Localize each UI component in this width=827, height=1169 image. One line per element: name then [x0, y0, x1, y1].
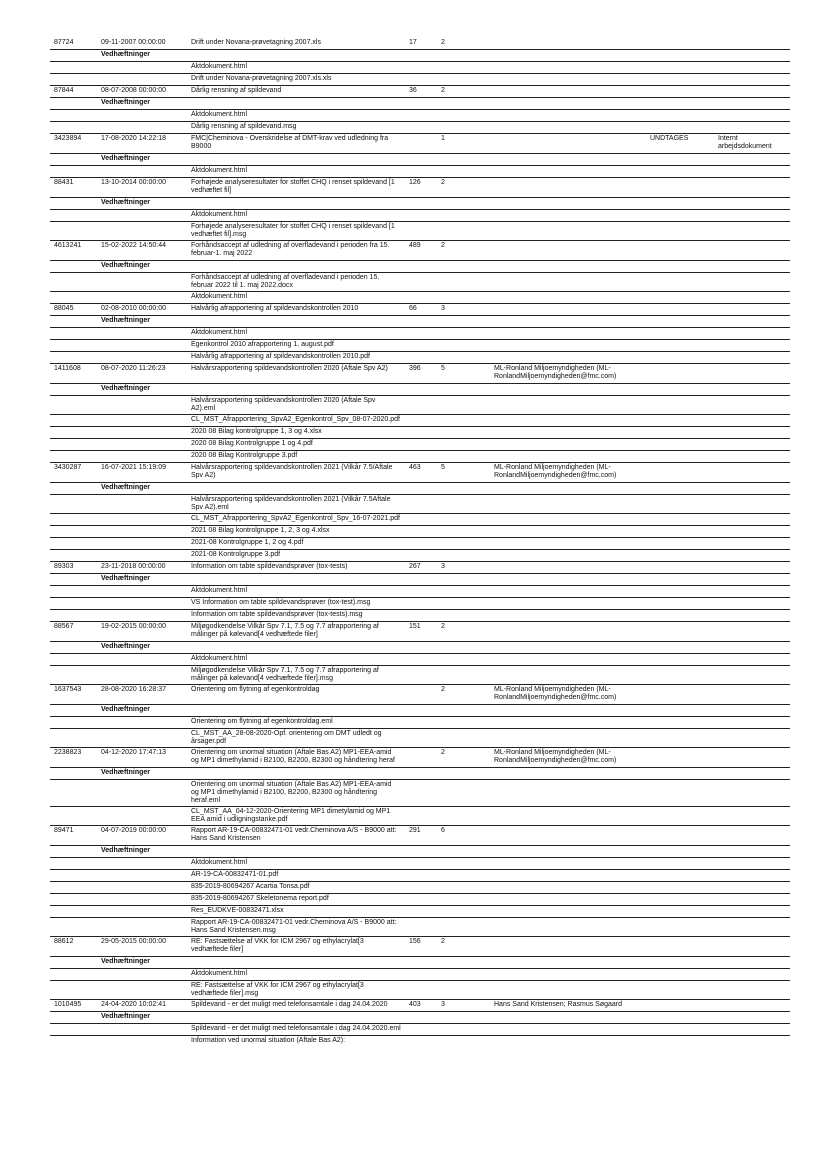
record-title: RE: Fastsættelse af VKK for ICM 2967 og ethylacrylat[3 vedhæftede filer] — [191, 938, 364, 953]
record-party: Hans Sand Kristensen; Rasmus Søgaard — [494, 1001, 623, 1008]
record-id: 88431 — [54, 179, 74, 186]
record-id: 1637543 — [54, 686, 82, 693]
attachment-name: 2021-08 Kontrolgruppe 3.pdf — [191, 551, 281, 558]
attachments-header — [50, 573, 790, 585]
attachment-name: Aktdokument.html — [191, 63, 248, 70]
attachment-name: Drift under Novana-prøvetagning 2007.xls.xls — [191, 75, 332, 82]
attachment-name: Aktdokument.html — [191, 167, 248, 174]
record-count: 3 — [441, 1001, 445, 1008]
record-count: 3 — [441, 305, 445, 312]
record-id: 87724 — [54, 39, 74, 46]
attachment-item — [50, 779, 790, 806]
record-row — [50, 177, 790, 197]
record-date: 08-07-2008 00:00:00 — [101, 87, 166, 94]
attachment-name: Aktdokument.html — [191, 293, 248, 300]
record-party: ML-Ronland Miljoemyndigheden (ML-RonlandMiljoemyndigheden@fmc.com) — [494, 749, 617, 764]
record-row — [50, 85, 790, 97]
attachment-name: Spildevand - er det muligt med telefonsamtale i dag 24.04.2020.eml — [191, 1025, 401, 1032]
attachment-item — [50, 494, 790, 513]
attachment-item — [50, 917, 790, 936]
attachments-header — [50, 482, 790, 494]
attachment-name: Aktdokument.html — [191, 211, 248, 218]
attachments-label: Vedhæftninger — [101, 262, 151, 269]
record-count: 2 — [441, 749, 445, 756]
attachment-item — [50, 450, 790, 462]
record-size: 489 — [409, 242, 421, 249]
record-count: 2 — [441, 938, 445, 945]
attachments-label: Vedhæftninger — [101, 1013, 151, 1020]
record-row — [50, 462, 790, 482]
attachment-name: Res_EUDKVE-00832471.xlsx — [191, 907, 284, 914]
record-size: 17 — [409, 39, 417, 46]
attachment-item — [50, 537, 790, 549]
record-count: 2 — [441, 623, 445, 630]
attachments-label: Vedhæftninger — [101, 155, 151, 162]
attachment-item — [50, 221, 790, 240]
attachment-name: Aktdokument.html — [191, 655, 248, 662]
attachment-item — [50, 857, 790, 869]
record-title: Forhøjede analyseresultater for stoffet CHQ i renset spildevand [1 vedhæftet fil] — [191, 179, 395, 194]
record-count: 2 — [441, 686, 445, 693]
attachments-header — [50, 153, 790, 165]
record-count: 3 — [441, 563, 445, 570]
attachment-item — [50, 869, 790, 881]
record-size: 151 — [409, 623, 421, 630]
attachment-item — [50, 881, 790, 893]
attachment-name: Information om tabte spildevandsprøver (tox-tests).msg — [191, 611, 363, 618]
record-date: 17-08-2020 14:22:18 — [101, 135, 166, 142]
record-note: Internt arbejdsdokument — [718, 135, 772, 150]
record-date: 24-04-2020 10:02:41 — [101, 1001, 166, 1008]
attachment-item — [50, 165, 790, 177]
record-title: Forhåndsaccept af udledning af overfladevand i perioden fra 15. februar-1. maj 2022 — [191, 242, 390, 257]
record-size: 66 — [409, 305, 417, 312]
attachment-name: VS Information om tabte spildevandsprøver (tox-test).msg — [191, 599, 371, 606]
attachment-item — [50, 665, 790, 684]
attachments-label: Vedhæftninger — [101, 99, 151, 106]
record-id: 88045 — [54, 305, 74, 312]
record-size: 156 — [409, 938, 421, 945]
attachments-label: Vedhæftninger — [101, 706, 151, 713]
record-id: 4613241 — [54, 242, 82, 249]
record-row — [50, 38, 790, 49]
attachments-header — [50, 97, 790, 109]
record-row — [50, 747, 790, 767]
attachment-name: 835-2019-80694267 Skeletonema report.pdf — [191, 895, 329, 902]
attachment-item — [50, 905, 790, 917]
record-row — [50, 561, 790, 573]
record-date: 15-02-2022 14:50:44 — [101, 242, 166, 249]
attachment-name: Forhøjede analyseresultater for stoffet CHQ i renset spildevand [1 vedhæftet fil].msg — [191, 223, 395, 238]
record-id: 3423894 — [54, 135, 82, 142]
record-size: 403 — [409, 1001, 421, 1008]
record-title: Dårlig rensning af spildevand — [191, 87, 282, 94]
attachment-name: Egenkontrol 2010 afrapportering 1. august.pdf — [191, 341, 334, 348]
record-title: Spildevand - er det muligt med telefonsamtale i dag 24.04.2020 — [191, 1001, 388, 1008]
attachment-name: Aktdokument.html — [191, 111, 248, 118]
attachments-label: Vedhæftninger — [101, 847, 151, 854]
attachment-name: CL_MST_AA_28-08-2020-Opf. orientering om DMT udledt og årsager.pdf — [191, 730, 382, 745]
record-title: Halvårlig afrapportering af spildevandskontrollen 2010 — [191, 305, 359, 312]
attachment-name: Orientering om flytning af egenkontroldag.eml — [191, 718, 333, 725]
attachment-item — [50, 209, 790, 221]
record-id: 3430287 — [54, 464, 82, 471]
record-count: 5 — [441, 365, 445, 372]
record-title: Rapport AR-19-CA-00832471-01 vedr.Cheminova A/S - B9000 att: Hans Sand Kristensen — [191, 827, 397, 842]
attachment-name: Halvårsrapportering spildevandskontrollen 2021 (Vilkår 7.5Aftale Spv A2).eml — [191, 496, 391, 511]
attachment-item — [50, 1035, 790, 1047]
attachments-label: Vedhæftninger — [101, 51, 151, 58]
attachments-header — [50, 197, 790, 209]
record-date: 16-07-2021 15:19:09 — [101, 464, 166, 471]
record-id: 88612 — [54, 938, 74, 945]
attachments-header — [50, 49, 790, 61]
attachments-header — [50, 641, 790, 653]
record-id: 89303 — [54, 563, 74, 570]
record-size: 267 — [409, 563, 421, 570]
record-id: 88567 — [54, 623, 74, 630]
attachment-name: Miljøgodkendelse Vilkår Spv 7.1, 7.5 og 7.7 afrapportering af målinger på kølevand[4 vedhæftede filer].msg — [191, 667, 379, 682]
attachments-label: Vedhæftninger — [101, 769, 151, 776]
record-count: 2 — [441, 39, 445, 46]
record-row — [50, 240, 790, 260]
attachment-name: Halvårsrapportering spildevandskontrollen 2020 (Aftale Spv A2).eml — [191, 397, 376, 412]
attachment-name: Aktdokument.html — [191, 970, 248, 977]
attachments-label: Vedhæftninger — [101, 317, 151, 324]
attachments-header — [50, 704, 790, 716]
record-party: ML-Ronland Miljoemyndigheden (ML-RonlandMiljoemyndigheden@fmc.com) — [494, 686, 617, 701]
record-status: UNDTAGES — [650, 135, 689, 142]
attachment-name: Aktdokument.html — [191, 587, 248, 594]
attachment-item — [50, 609, 790, 621]
attachment-item — [50, 351, 790, 363]
attachment-item — [50, 291, 790, 303]
attachment-name: 2020 08 Bilag Kontrolgruppe 3.pdf — [191, 452, 298, 459]
attachment-name: CL_MST_Afrapportering_SpvA2_Egenkontrol_Spv_08-07-2020.pdf — [191, 416, 400, 423]
record-row — [50, 936, 790, 956]
attachments-header — [50, 260, 790, 272]
record-size: 291 — [409, 827, 421, 834]
record-size: 126 — [409, 179, 421, 186]
attachment-name: Halvårlig afrapportering af spildevandskontrollen 2010.pdf — [191, 353, 370, 360]
record-date: 08-07-2020 11:26:23 — [101, 365, 166, 372]
record-row — [50, 303, 790, 315]
attachment-item — [50, 968, 790, 980]
record-row — [50, 621, 790, 641]
record-title: Orientering om unormal situation (Aftale Bas A2) MP1-EEA-amid og MP1 dimethylamid i B2100, B2200, B2300 og håndtering heraf — [191, 749, 395, 764]
attachments-label: Vedhæftninger — [101, 484, 151, 491]
attachment-name: RE: Fastsættelse af VKK for ICM 2967 og ethylacrylat[3 vedhæftede filer].msg — [191, 982, 364, 997]
attachment-item — [50, 653, 790, 665]
attachment-name: 2021 08 Bilag kontrolgruppe 1, 2, 3 og 4.xlsx — [191, 527, 330, 534]
record-row — [50, 133, 790, 153]
record-date: 19-02-2015 00:00:00 — [101, 623, 166, 630]
record-date: 13-10-2014 00:00:00 — [101, 179, 166, 186]
attachment-name: Aktdokument.html — [191, 859, 248, 866]
attachment-item — [50, 395, 790, 414]
attachments-label: Vedhæftninger — [101, 643, 151, 650]
attachment-item — [50, 980, 790, 999]
attachment-item — [50, 728, 790, 747]
record-row — [50, 363, 790, 383]
record-date: 28-08-2020 16:28:37 — [101, 686, 166, 693]
record-party: ML-Ronland Miljoemyndigheden (ML-RonlandMiljoemyndigheden@fmc.com) — [494, 464, 617, 479]
record-id: 87844 — [54, 87, 74, 94]
record-size: 36 — [409, 87, 417, 94]
attachment-name: Information ved unormal situation (Aftale Bas A2): — [191, 1037, 346, 1044]
attachment-item — [50, 549, 790, 561]
record-id: 1411608 — [54, 365, 81, 372]
attachments-label: Vedhæftninger — [101, 958, 151, 965]
record-count: 2 — [441, 87, 445, 94]
record-date: 02-08-2010 00:00:00 — [101, 305, 166, 312]
attachment-item — [50, 438, 790, 450]
attachments-header — [50, 1011, 790, 1023]
record-date: 29-05-2015 00:00:00 — [101, 938, 166, 945]
record-date: 04-07-2019 00:00:00 — [101, 827, 166, 834]
record-count: 2 — [441, 242, 445, 249]
attachment-item — [50, 806, 790, 825]
attachment-item — [50, 893, 790, 905]
record-count: 6 — [441, 827, 445, 834]
records-list — [50, 38, 790, 1047]
attachment-item — [50, 585, 790, 597]
record-row — [50, 999, 790, 1011]
attachment-name: AR-19-CA-00832471-01.pdf — [191, 871, 279, 878]
attachment-item — [50, 73, 790, 85]
attachment-name: CL_MST_Afrapportering_SpvA2_Egenkontrol_Spv_16-07-2021.pdf — [191, 515, 400, 522]
attachments-header — [50, 845, 790, 857]
attachment-item — [50, 121, 790, 133]
attachments-header — [50, 956, 790, 968]
record-date: 09-11-2007 00:00:00 — [101, 39, 166, 46]
attachment-item — [50, 525, 790, 537]
record-id: 89471 — [54, 827, 74, 834]
attachment-item — [50, 272, 790, 291]
record-party: ML-Ronland Miljoemyndigheden (ML-RonlandMiljoemyndigheden@fmc.com) — [494, 365, 617, 380]
attachment-name: 2021-08 Kontrolgruppe 1, 2 og 4.pdf — [191, 539, 304, 546]
record-title: Orientering om flytning af egenkontroldag — [191, 686, 320, 693]
attachment-name: Forhåndsaccept af udledning af overfladevand i perioden 15. februar 2022 til 1. maj 2022.docx — [191, 274, 380, 289]
record-id: 2238823 — [54, 749, 82, 756]
attachment-item — [50, 414, 790, 426]
record-date: 23-11-2018 00:00:00 — [101, 563, 166, 570]
record-title: FMC|Cheminova - Overskridelse af DMT-krav ved udledning fra B9000 — [191, 135, 389, 150]
attachments-label: Vedhæftninger — [101, 199, 151, 206]
attachment-item — [50, 109, 790, 121]
attachment-item — [50, 716, 790, 728]
attachment-name: 2020 08 Bilag Kontrolgruppe 1 og 4.pdf — [191, 440, 313, 447]
attachment-item — [50, 597, 790, 609]
record-size: 396 — [409, 365, 421, 372]
record-title: Halvårsrapportering spildevandskontrollen 2021 (Vilkår 7.5/Aftale Spv A2) — [191, 464, 393, 479]
attachment-name: Dårlig rensning af spildevand.msg — [191, 123, 297, 130]
attachment-name: 2020 08 Bilag kontrolgruppe 1, 3 og 4.xlsx — [191, 428, 322, 435]
record-id: 1010495 — [54, 1001, 82, 1008]
record-title: Drift under Novana-prøvetagning 2007.xls — [191, 39, 321, 46]
attachment-name: Orientering om unormal situation (Aftale Bas A2) MP1-EEA-amid og MP1 dimethylamid i B2100, B2200, B2300 og håndtering heraf.eml — [191, 781, 392, 804]
attachments-label: Vedhæftninger — [101, 385, 151, 392]
record-title: Miljøgodkendelse Vilkår Spv 7.1, 7.5 og 7.7 afrapportering af målinger på kølevand[4 vedhæftede filer] — [191, 623, 379, 638]
attachment-item — [50, 327, 790, 339]
attachment-name: CL_MST_AA_04-12-2020-Orientering MP1 dimetylamid og MP1 EEA amid i udligningstanke.pdf — [191, 808, 391, 823]
attachment-item — [50, 1023, 790, 1035]
attachment-item — [50, 61, 790, 73]
record-row — [50, 684, 790, 704]
attachments-header — [50, 383, 790, 395]
attachment-item — [50, 513, 790, 525]
record-size: 463 — [409, 464, 421, 471]
record-count: 5 — [441, 464, 445, 471]
attachments-header — [50, 767, 790, 779]
attachments-label: Vedhæftninger — [101, 575, 151, 582]
attachment-name: Aktdokument.html — [191, 329, 248, 336]
attachment-item — [50, 426, 790, 438]
record-title: Halvårsrapportering spildevandskontrollen 2020 (Aftale Spv A2) — [191, 365, 388, 372]
attachment-item — [50, 339, 790, 351]
record-title: Information om tabte spildevandsprøver (tox-tests) — [191, 563, 348, 570]
attachment-name: Rapport AR-19-CA-00832471-01 vedr.Cheminova A/S - B9000 att: Hans Sand Kristensen.msg — [191, 919, 397, 934]
attachment-name: 835-2019-80694267 Acartia Tonsa.pdf — [191, 883, 310, 890]
attachments-header — [50, 315, 790, 327]
record-row — [50, 825, 790, 845]
record-count: 2 — [441, 179, 445, 186]
record-date: 04-12-2020 17:47:13 — [101, 749, 166, 756]
record-count: 1 — [441, 135, 445, 142]
